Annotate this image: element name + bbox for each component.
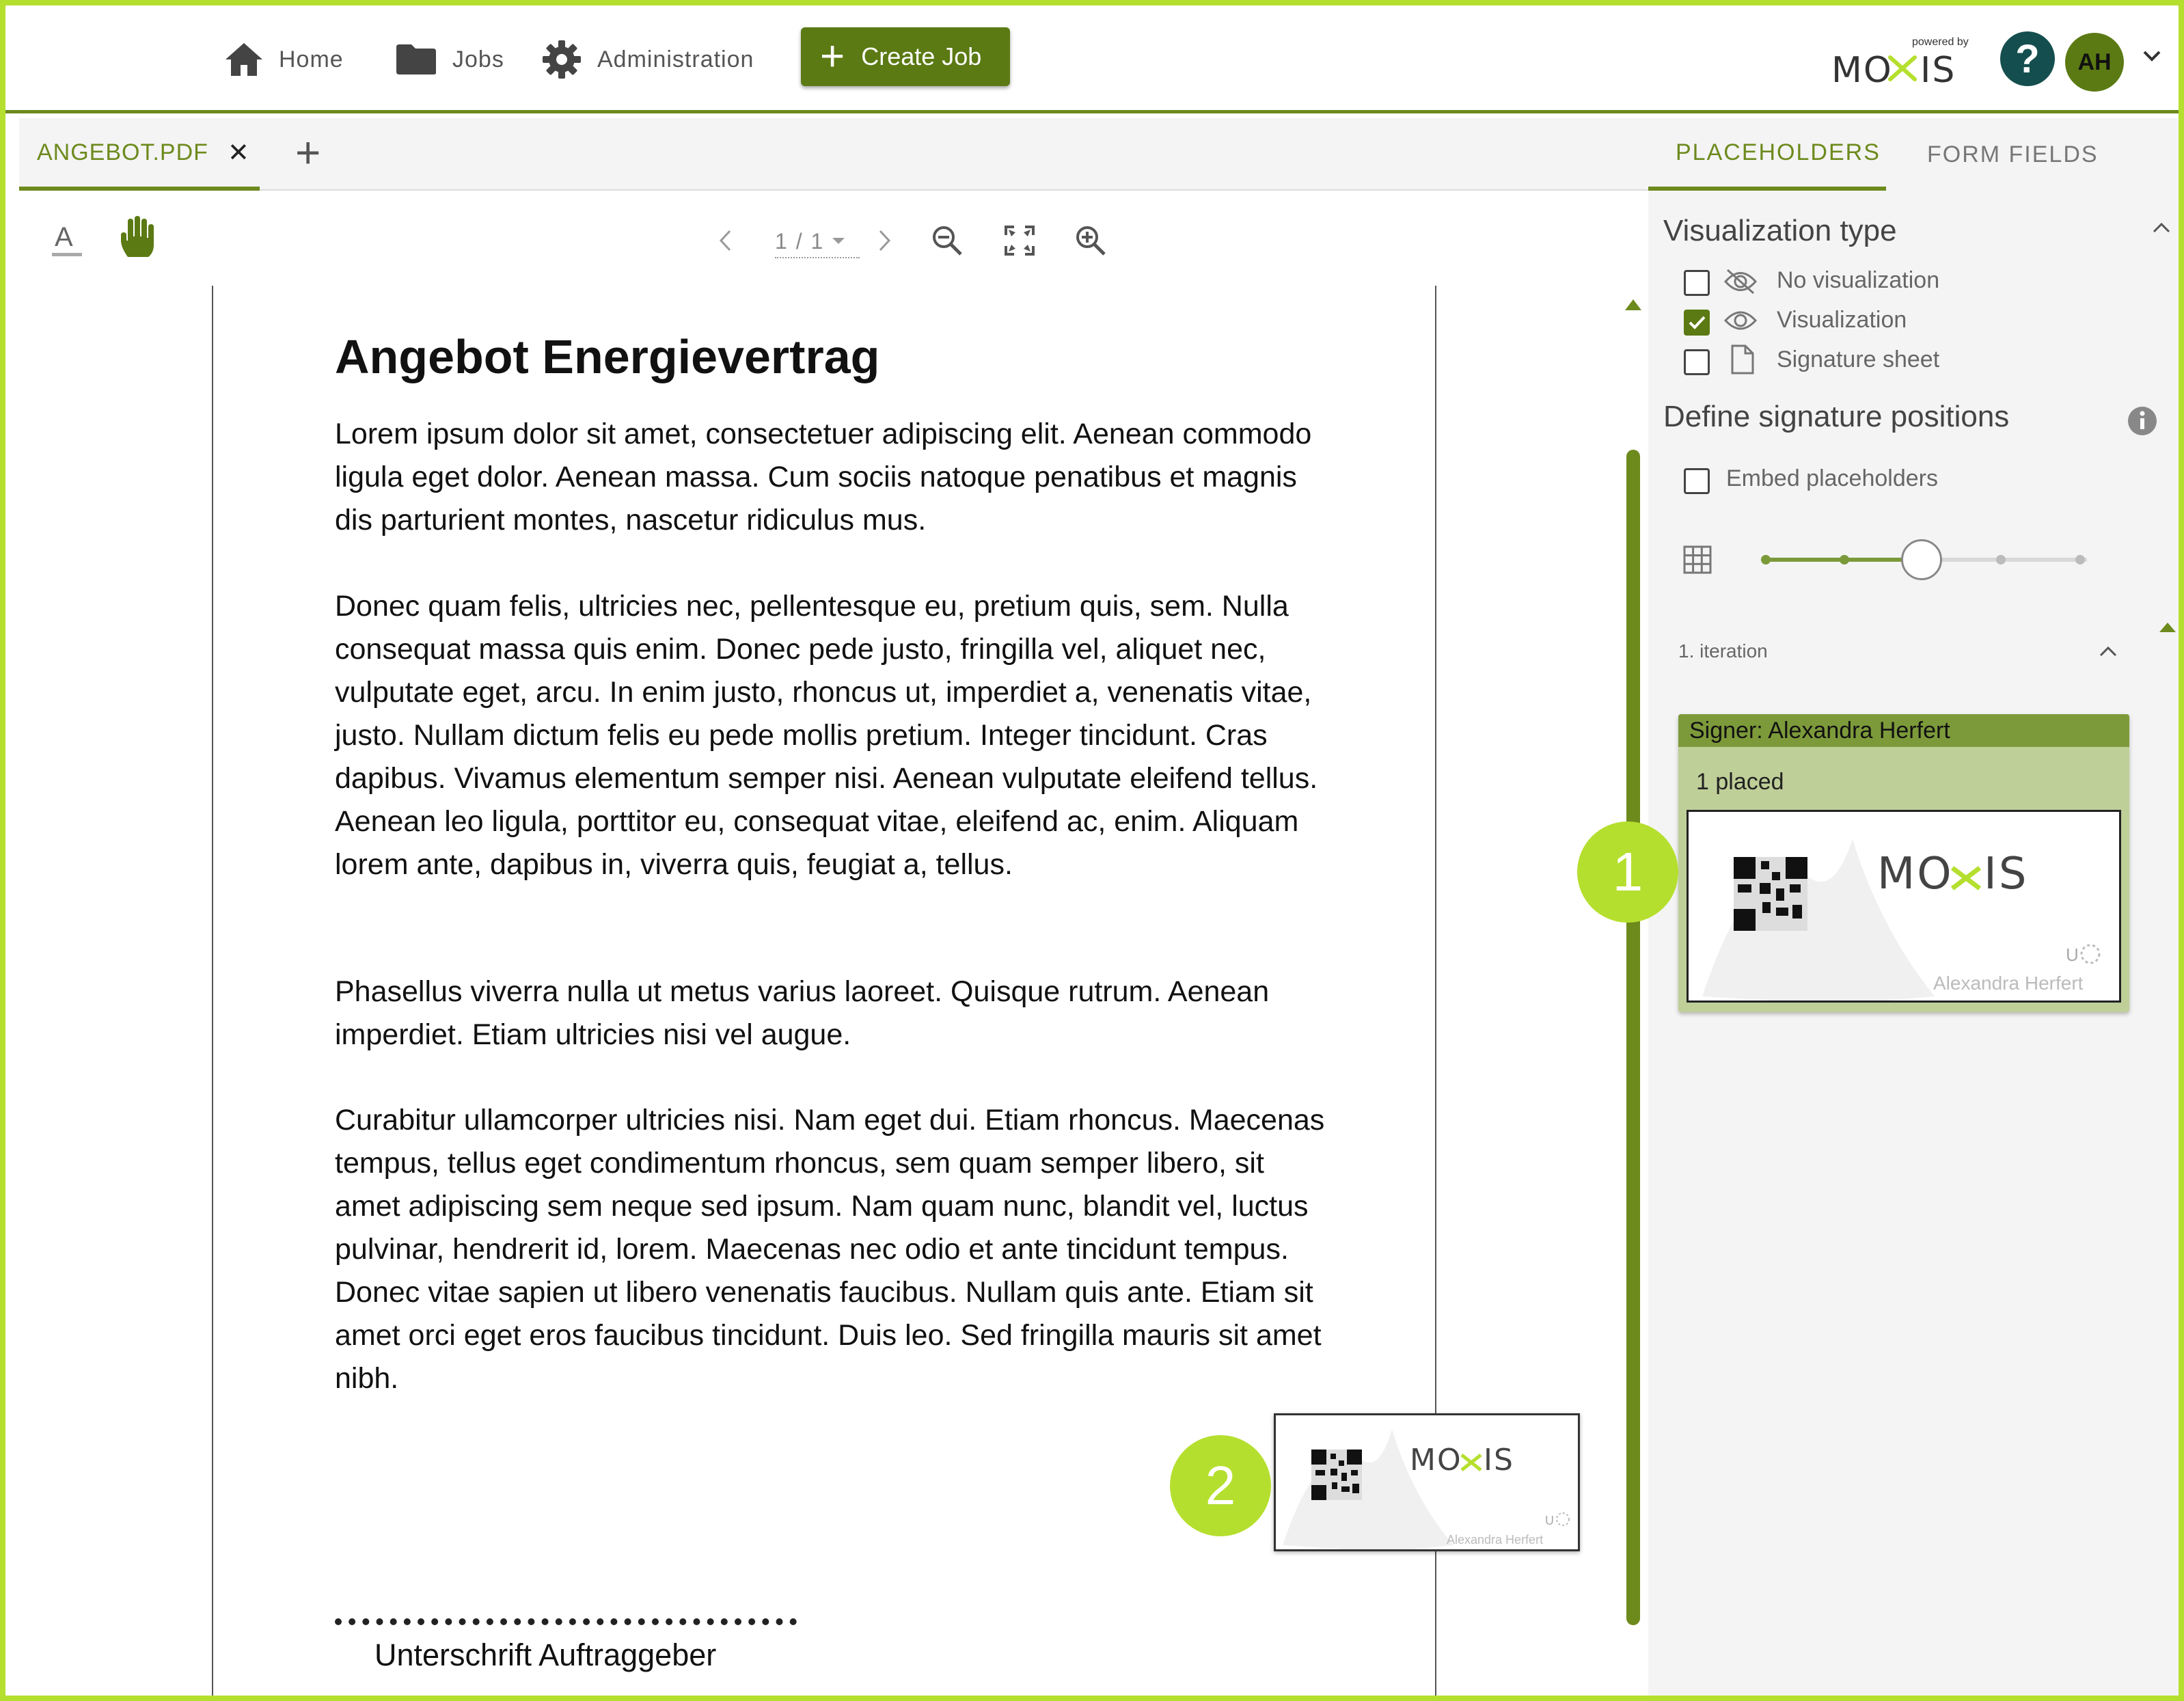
svg-text:A: A — [55, 222, 73, 252]
nav-administration[interactable] — [541, 5, 754, 113]
home-icon — [224, 42, 264, 77]
document-tab-label: ANGEBOT.PDF — [37, 139, 208, 165]
scrollbar[interactable] — [1626, 450, 1640, 1625]
moxis-logo — [1831, 30, 1975, 92]
slider-step[interactable] — [1840, 555, 1849, 564]
signer-card — [1678, 714, 2129, 1012]
text-select-icon — [48, 219, 86, 260]
slider-step[interactable] — [1996, 555, 2006, 564]
svg-text:U: U — [2066, 944, 2079, 965]
zoom-in-icon — [1074, 224, 1107, 257]
question-mark-icon: ? — [2015, 36, 2040, 81]
zoom-in-button[interactable] — [1071, 221, 1110, 260]
text-select-tool[interactable] — [48, 219, 86, 260]
scroll-up-arrow[interactable] — [1625, 299, 1641, 310]
signature-sheet-label: Signature sheet — [1777, 346, 1940, 372]
document-icon — [1730, 344, 1755, 375]
avatar-initials: AH — [2077, 49, 2112, 75]
svg-text:IS: IS — [1920, 50, 1956, 91]
nav-administration-label: Administration — [597, 46, 754, 72]
signature-sheet-checkbox[interactable] — [1684, 349, 1710, 375]
next-page-button[interactable] — [869, 223, 901, 258]
svg-text:MO: MO — [1410, 1443, 1462, 1478]
no-visualization-checkbox[interactable] — [1684, 270, 1710, 296]
placed-count: 1 placed — [1696, 769, 1784, 795]
pan-tool[interactable] — [116, 213, 160, 260]
page-indicator: 1 / 1 — [775, 228, 825, 254]
svg-text:MO: MO — [1831, 50, 1893, 91]
visualization-label: Visualization — [1777, 307, 1907, 333]
preview-signer-name: Alexandra Herfert — [1933, 972, 2084, 994]
grid-slider-thumb[interactable] — [1901, 539, 1942, 580]
info-icon[interactable] — [2127, 405, 2158, 437]
document-tab[interactable] — [19, 118, 260, 191]
caret-down-icon — [831, 236, 846, 246]
eye-off-icon — [1723, 267, 1758, 296]
powered-by-text: powered by — [1912, 36, 1969, 48]
step-badge-2 — [1170, 1435, 1271, 1536]
placed-signature-placeholder[interactable] — [1274, 1413, 1580, 1551]
tab-form-fields[interactable] — [1927, 118, 2132, 191]
tab-placeholders-label: PLACEHOLDERS — [1676, 139, 1881, 165]
folder-icon — [395, 43, 437, 76]
grid-icon — [1682, 545, 1712, 575]
signature-label: Unterschrift Auftraggeber — [374, 1637, 717, 1672]
add-tab-button[interactable]: + — [295, 128, 321, 177]
close-icon[interactable]: ✕ — [227, 138, 250, 167]
svg-text:U: U — [1545, 1514, 1554, 1527]
chevron-up-icon[interactable] — [2098, 644, 2118, 658]
user-avatar[interactable] — [2065, 33, 2124, 92]
preview-signer-name: Alexandra Herfert — [1447, 1533, 1544, 1547]
chevron-left-icon — [718, 229, 733, 252]
tab-placeholders[interactable] — [1648, 118, 1886, 191]
define-positions-title: Define signature positions — [1663, 400, 2010, 433]
svg-text:MO: MO — [1877, 849, 1954, 899]
create-job-button[interactable] — [801, 27, 1010, 86]
zoom-out-button[interactable] — [928, 221, 966, 260]
chevron-up-icon[interactable] — [2151, 221, 2172, 234]
plus-icon: + — [820, 33, 845, 80]
zoom-out-icon — [931, 224, 964, 257]
slider-step[interactable] — [1761, 555, 1771, 564]
embed-placeholders-label: Embed placeholders — [1726, 465, 1938, 491]
signature-preview-graphic — [1689, 812, 2121, 1003]
embed-placeholders-checkbox[interactable] — [1684, 468, 1710, 494]
no-visualization-label: No visualization — [1777, 267, 1940, 293]
chevron-right-icon — [877, 229, 892, 252]
paragraph: Donec quam felis, ultricies nec, pellentesque eu, pretium quis, sem. Nulla consequat massa quis enim. Donec pede justo, fringilla vel, aliquet nec, vulputate eget, arcu. In enim justo, rhoncus ut, imperdiet a, venenatis vitae, justo. Nullam dictum felis eu pede mollis pretium. Integer tincidunt. Cras dapibus. Vivamus elementum semper nisi. Aenean vulputate eleifend tellus. Aenean leo ligula, porttitor eu, consequat vitae, eleifend ac, enim. Aliquam lorem ante, dapibus in, viverra quis, feugiat a, tellus. — [335, 590, 1318, 881]
svg-text:IS: IS — [1484, 1443, 1514, 1478]
qr-code-icon — [1734, 857, 1807, 931]
checkmark-icon — [1686, 312, 1708, 334]
badge-number: 2 — [1205, 1455, 1236, 1516]
create-job-label: Create Job — [861, 42, 982, 70]
qr-code-icon — [1311, 1450, 1362, 1500]
viewer-toolbar — [19, 191, 1648, 286]
badge-number: 1 — [1612, 841, 1643, 902]
placeholder-panel — [1648, 118, 2179, 1696]
top-navigation-bar — [5, 5, 2179, 113]
moxis-x-mark — [1890, 57, 1915, 79]
signature-line — [335, 1618, 797, 1625]
slider-step[interactable] — [2075, 555, 2085, 564]
visualization-checkbox[interactable] — [1684, 310, 1710, 336]
gear-icon — [541, 39, 582, 80]
nav-jobs[interactable] — [395, 5, 504, 113]
document-tab-bar — [19, 118, 1648, 191]
signer-header: Signer: Alexandra Herfert — [1678, 714, 2129, 747]
paragraph: Phasellus viverra nulla ut metus varius laoreet. Quisque rutrum. Aenean imperdiet. Etiam ultricies nisi vel augue. — [335, 975, 1270, 1051]
tab-form-fields-label: FORM FIELDS — [1927, 141, 2099, 167]
help-button[interactable] — [2000, 31, 2055, 86]
chevron-down-icon[interactable] — [2142, 49, 2162, 63]
page-selector[interactable] — [775, 226, 860, 258]
nav-jobs-label: Jobs — [452, 46, 504, 72]
draggable-placeholder[interactable] — [1687, 810, 2121, 1003]
hand-icon — [118, 215, 158, 258]
eye-icon — [1723, 308, 1758, 333]
paragraph: Lorem ipsum dolor sit amet, consectetuer adipiscing elit. Aenean commodo ligula eget dolor. Aenean massa. Cum sociis natoque penatibus et magnis dis parturient montes, nascetur ridiculus mus. — [335, 418, 1312, 536]
nav-home-label: Home — [279, 46, 344, 72]
document-viewer[interactable] — [19, 286, 1648, 1696]
visualization-type-title: Visualization type — [1663, 214, 1897, 247]
signature-preview-graphic — [1276, 1415, 1580, 1551]
paragraph: Curabitur ullamcorper ultricies nisi. Nam eget dui. Etiam rhoncus. Maecenas tempus, tellus eget condimentum rhoncus, sem quam semper libero, sit amet adipiscing sem neque sed ipsum. Nam quam nunc, blandit vel, luctus pulvinar, hendrerit id, lorem. Maecenas nec odio et ante tincidunt tempus. Donec vitae sapien ut libero venenatis faucibus. Nullam quis ante. Etiam sit amet orci eget eros faucibus tincidunt. Duis leo. Sed fringilla mauris sit amet nibh. — [335, 1104, 1325, 1395]
document-title: Angebot Energievertrag — [335, 330, 880, 383]
step-badge-1 — [1577, 821, 1678, 923]
panel-scroll-up-arrow[interactable] — [2159, 623, 2176, 632]
iteration-label: 1. iteration — [1678, 640, 1768, 662]
fit-page-button[interactable] — [1000, 221, 1039, 260]
nav-home[interactable] — [224, 5, 344, 113]
prev-page-button[interactable] — [709, 223, 741, 258]
fullscreen-icon — [1003, 224, 1036, 257]
svg-text:IS: IS — [1984, 849, 2029, 899]
